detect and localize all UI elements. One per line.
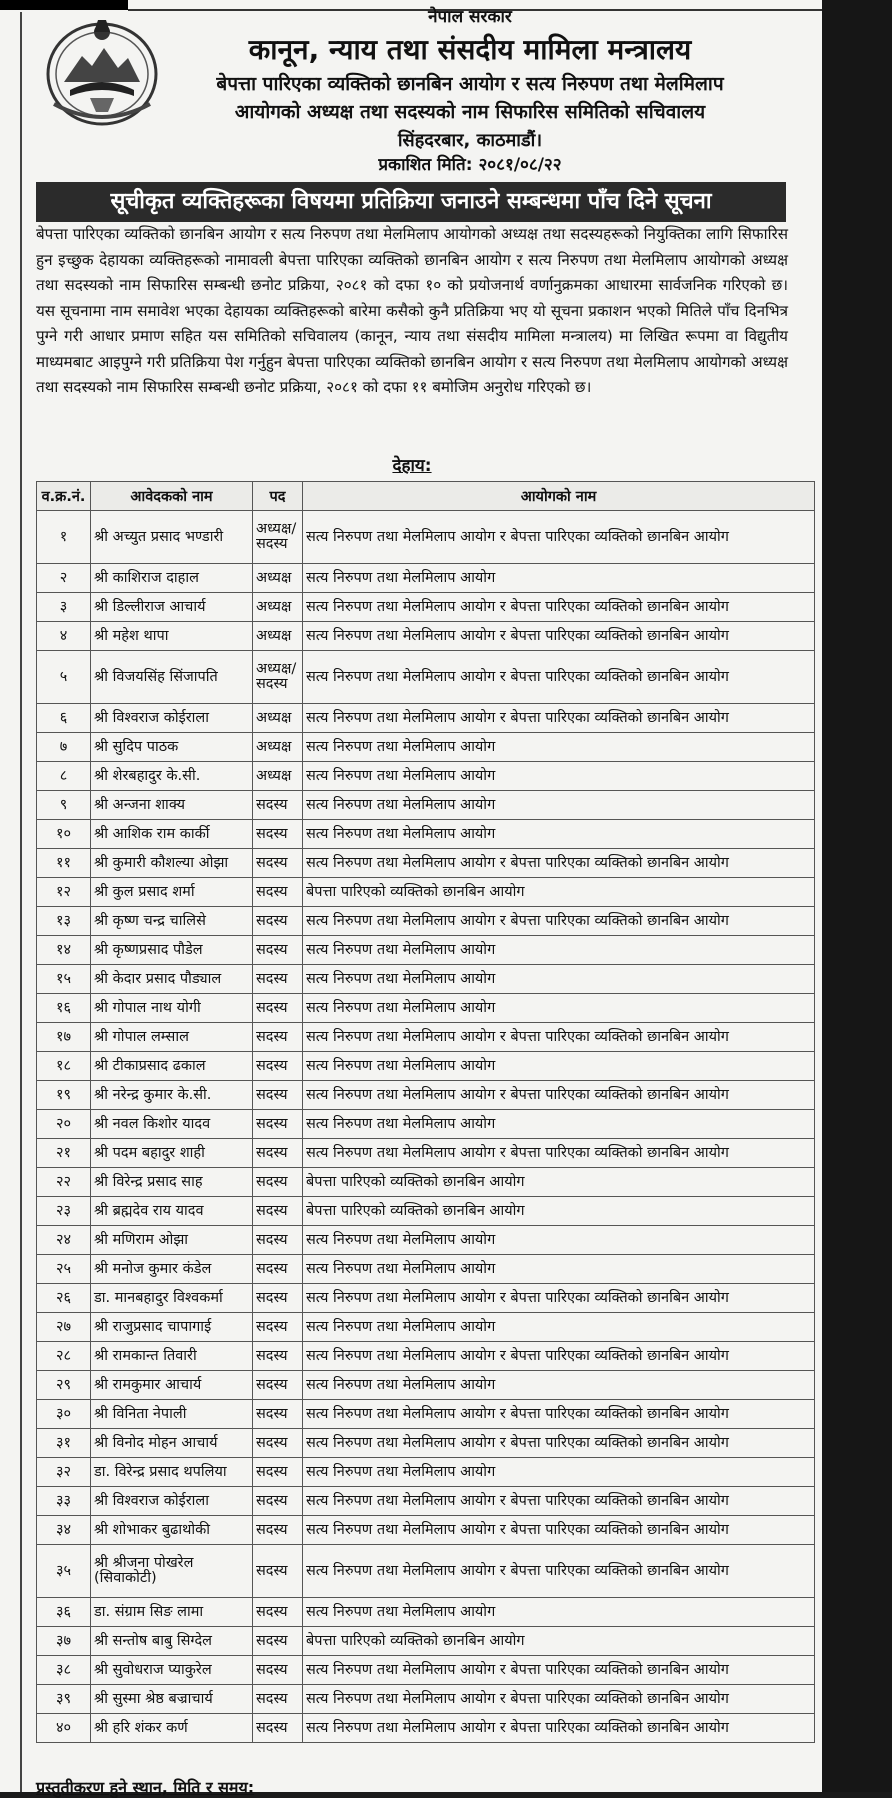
table-row <box>37 1458 815 1487</box>
cell-commission: सत्य निरुपण तथा मेलमिलाप आयोग र बेपत्ता पारिएका व्यक्तिको छानबिन आयोग <box>303 511 815 564</box>
cell-position: सदस्य <box>253 1429 303 1458</box>
table-row <box>37 1023 815 1052</box>
table-row <box>37 849 815 878</box>
cell-sn: ३७ <box>37 1627 91 1656</box>
table-row <box>37 1168 815 1197</box>
cell-name: श्री आशिक राम कार्की <box>91 820 253 849</box>
cell-commission: बेपत्ता पारिएको व्यक्तिको छानबिन आयोग <box>303 1627 815 1656</box>
top-bar <box>0 0 128 10</box>
cell-sn: १८ <box>37 1052 91 1081</box>
table-row <box>37 1226 815 1255</box>
nepal-emblem-icon <box>40 12 164 130</box>
cell-name: श्री अन्जना शाक्य <box>91 791 253 820</box>
cell-position: सदस्य <box>253 1516 303 1545</box>
cell-sn: ३२ <box>37 1458 91 1487</box>
cell-sn: २ <box>37 564 91 593</box>
cell-sn: २९ <box>37 1371 91 1400</box>
cell-commission: सत्य निरुपण तथा मेलमिलाप आयोग <box>303 1255 815 1284</box>
cell-name: श्री शोभाकर बुढाथोकी <box>91 1516 253 1545</box>
table-row <box>37 791 815 820</box>
table-row <box>37 1516 815 1545</box>
header-commission: आयोगको नाम <box>303 482 815 511</box>
header-position: पद <box>253 482 303 511</box>
cell-name: श्री डिल्लीराज आचार्य <box>91 593 253 622</box>
cell-name: डा. विरेन्द्र प्रसाद थपलिया <box>91 1458 253 1487</box>
cell-sn: १३ <box>37 907 91 936</box>
cell-commission: सत्य निरुपण तथा मेलमिलाप आयोग र बेपत्ता पारिएका व्यक्तिको छानबिन आयोग <box>303 1081 815 1110</box>
cell-name: श्री मणिराम ओझा <box>91 1226 253 1255</box>
cell-position: सदस्य <box>253 849 303 878</box>
cell-name: श्री नरेन्द्र कुमार के.सी. <box>91 1081 253 1110</box>
cell-commission: सत्य निरुपण तथा मेलमिलाप आयोग र बेपत्ता पारिएका व्यक्तिको छानबिन आयोग <box>303 1487 815 1516</box>
cell-position: सदस्य <box>253 1284 303 1313</box>
cell-commission: सत्य निरुपण तथा मेलमिलाप आयोग र बेपत्ता पारिएका व्यक्तिको छानबिन आयोग <box>303 1342 815 1371</box>
cell-name: श्री पदम बहादुर शाही <box>91 1139 253 1168</box>
cell-sn: ५ <box>37 651 91 704</box>
cell-sn: ३९ <box>37 1685 91 1714</box>
cell-sn: १६ <box>37 994 91 1023</box>
cell-sn: ११ <box>37 849 91 878</box>
cell-name: श्री रामकुमार आचार्य <box>91 1371 253 1400</box>
notice-body: बेपत्ता पारिएका व्यक्तिको छानबिन आयोग र सत्य निरुपण तथा मेलमिलाप आयोगको अध्यक्ष तथा सदस्यहरूको नियुक्तिका लागि सिफारिस हुन इच्छुक देहायका व्यक्तिहरूको नामावली बेपत्ता पारिएका व्यक्तिको छानबिन आयोग र सत्य निरुपण तथा मेलमिलाप आयोगको अध्यक्ष तथा सदस्यको नाम सिफारिस सम्बन्धी छनोट प्रक्रिया, २०८१ को दफा १० को प्रयोजनार्थ वर्णानुक्रमका आधारमा सार्वजनिक गरिएको छ। यस सूचनामा नाम समावेश भएका देहायका व्यक्तिहरूको बारेमा कसैको कुनै प्रतिक्रिया भए यो सूचना प्रकाशन भएको मितिले पाँच दिनभित्र पुग्ने गरी आधार प्रमाण सहित यस समितिको सचिवालय (कानून, न्याय तथा संसदीय मामिला मन्त्रालय) मा लिखित रूपमा वा विद्युतीय माध्यमबाट आइपुग्ने गरी प्रतिक्रिया पेश गर्नुहुन बेपत्ता पारिएका व्यक्तिको छानबिन आयोग र सत्य निरुपण तथा मेलमिलाप आयोगको अध्यक्ष तथा सदस्यको नाम सिफारिस सम्बन्धी छनोट प्रक्रिया, २०८१ को दफा ११ बमोजिम अनुरोध गरिएको छ। <box>36 225 788 396</box>
cell-name: श्री कृष्णप्रसाद पौडेल <box>91 936 253 965</box>
cell-position: सदस्य <box>253 965 303 994</box>
cell-commission: सत्य निरुपण तथा मेलमिलाप आयोग र बेपत्ता पारिएका व्यक्तिको छानबिन आयोग <box>303 1516 815 1545</box>
cell-commission: सत्य निरुपण तथा मेलमिलाप आयोग <box>303 994 815 1023</box>
cell-sn: १५ <box>37 965 91 994</box>
cell-position: सदस्य <box>253 791 303 820</box>
cell-sn: ३० <box>37 1400 91 1429</box>
cell-commission: सत्य निरुपण तथा मेलमिलाप आयोग र बेपत्ता पारिएका व्यक्तिको छानबिन आयोग <box>303 1685 815 1714</box>
cell-sn: ३५ <box>37 1545 91 1598</box>
cell-name: श्री शेरबहादुर के.सी. <box>91 762 253 791</box>
cell-position: सदस्य <box>253 1371 303 1400</box>
cell-sn: २३ <box>37 1197 91 1226</box>
cell-position: सदस्य <box>253 1400 303 1429</box>
cell-position: सदस्य <box>253 1627 303 1656</box>
table-row <box>37 1400 815 1429</box>
cell-position: सदस्य <box>253 907 303 936</box>
cell-position: सदस्य <box>253 1714 303 1743</box>
header-name: आवेदकको नाम <box>91 482 253 511</box>
cell-commission: सत्य निरुपण तथा मेलमिलाप आयोग <box>303 762 815 791</box>
cell-commission: सत्य निरुपण तथा मेलमिलाप आयोग <box>303 1226 815 1255</box>
cell-sn: ८ <box>37 762 91 791</box>
cell-sn: १९ <box>37 1081 91 1110</box>
cell-commission: सत्य निरुपण तथा मेलमिलाप आयोग र बेपत्ता पारिएका व्यक्तिको छानबिन आयोग <box>303 1023 815 1052</box>
cell-commission: सत्य निरुपण तथा मेलमिलाप आयोग <box>303 1313 815 1342</box>
location: सिंहदरबार, काठमाडौं। <box>397 130 543 151</box>
cell-name: श्री विनिता नेपाली <box>91 1400 253 1429</box>
table-row <box>37 1656 815 1685</box>
table-row <box>37 1685 815 1714</box>
cell-name: श्री विरेन्द्र प्रसाद साह <box>91 1168 253 1197</box>
cell-position: अध्यक्ष <box>253 622 303 651</box>
cell-commission: सत्य निरुपण तथा मेलमिलाप आयोग र बेपत्ता पारिएका व्यक्तिको छानबिन आयोग <box>303 622 815 651</box>
cell-name: श्री सुवोधराज प्याकुरेल <box>91 1656 253 1685</box>
table-row <box>37 1081 815 1110</box>
footer-note: प्रस्तुतीकरण हुने स्थान, मिति र समय: <box>36 1778 255 1797</box>
table-row <box>37 1429 815 1458</box>
table-row <box>37 1371 815 1400</box>
cell-sn: ३१ <box>37 1429 91 1458</box>
cell-position: सदस्य <box>253 1139 303 1168</box>
cell-position: अध्यक्ष/सदस्य <box>253 651 303 704</box>
table-header-row <box>37 482 815 511</box>
cell-position: सदस्य <box>253 936 303 965</box>
cell-name: श्री सुस्मा श्रेष्ठ बज्राचार्य <box>91 1685 253 1714</box>
cell-sn: २१ <box>37 1139 91 1168</box>
cell-commission: सत्य निरुपण तथा मेलमिलाप आयोग <box>303 820 815 849</box>
cell-position: सदस्य <box>253 1487 303 1516</box>
cell-position: सदस्य <box>253 1110 303 1139</box>
cell-position: अध्यक्ष <box>253 593 303 622</box>
table-row <box>37 994 815 1023</box>
cell-position: अध्यक्ष <box>253 733 303 762</box>
cell-position: सदस्य <box>253 1023 303 1052</box>
table-row <box>37 820 815 849</box>
cell-name: श्री सुदिप पाठक <box>91 733 253 762</box>
published-date: प्रकाशित मिति: २०८१/०८/२२ <box>378 155 562 175</box>
table-row <box>37 1545 815 1598</box>
cell-position: सदस्य <box>253 1255 303 1284</box>
cell-sn: १२ <box>37 878 91 907</box>
cell-commission: सत्य निरुपण तथा मेलमिलाप आयोग <box>303 1371 815 1400</box>
ministry-title: कानून, न्याय तथा संसदीय मामिला मन्त्रालय <box>248 33 692 66</box>
cell-name: श्री ब्रह्मदेव राय यादव <box>91 1197 253 1226</box>
cell-sn: २७ <box>37 1313 91 1342</box>
cell-name: श्री कुमारी कौशल्या ओझा <box>91 849 253 878</box>
cell-name: श्री केदार प्रसाद पौड्याल <box>91 965 253 994</box>
table-row <box>37 1714 815 1743</box>
cell-sn: २५ <box>37 1255 91 1284</box>
cell-commission: सत्य निरुपण तथा मेलमिलाप आयोग र बेपत्ता पारिएका व्यक्तिको छानबिन आयोग <box>303 1545 815 1598</box>
table-row <box>37 704 815 733</box>
cell-commission: सत्य निरुपण तथा मेलमिलाप आयोग <box>303 1458 815 1487</box>
table-row <box>37 651 815 704</box>
cell-sn: ३८ <box>37 1656 91 1685</box>
cell-sn: ३४ <box>37 1516 91 1545</box>
cell-name: श्री राजुप्रसाद चापागाई <box>91 1313 253 1342</box>
cell-commission: सत्य निरुपण तथा मेलमिलाप आयोग र बेपत्ता पारिएका व्यक्तिको छानबिन आयोग <box>303 704 815 733</box>
table-row <box>37 1313 815 1342</box>
table-row <box>37 965 815 994</box>
table-row <box>37 1110 815 1139</box>
cell-position: सदस्य <box>253 820 303 849</box>
table-row <box>37 1139 815 1168</box>
background-strip <box>822 0 892 1792</box>
cell-position: सदस्य <box>253 1598 303 1627</box>
cell-commission: बेपत्ता पारिएको व्यक्तिको छानबिन आयोग <box>303 1197 815 1226</box>
cell-sn: ७ <box>37 733 91 762</box>
table-row <box>37 1598 815 1627</box>
cell-name: श्री कृष्ण चन्द्र चालिसे <box>91 907 253 936</box>
cell-sn: १ <box>37 511 91 564</box>
cell-sn: ६ <box>37 704 91 733</box>
cell-position: सदस्य <box>253 1656 303 1685</box>
cell-name: श्री विजयसिंह सिंजापति <box>91 651 253 704</box>
cell-name: श्री रामकान्त तिवारी <box>91 1342 253 1371</box>
cell-position: सदस्य <box>253 1052 303 1081</box>
cell-commission: बेपत्ता पारिएको व्यक्तिको छानबिन आयोग <box>303 1168 815 1197</box>
cell-name: श्री सन्तोष बाबु सिग्देल <box>91 1627 253 1656</box>
cell-commission: सत्य निरुपण तथा मेलमिलाप आयोग र बेपत्ता पारिएका व्यक्तिको छानबिन आयोग <box>303 849 815 878</box>
table-row <box>37 936 815 965</box>
cell-commission: सत्य निरुपण तथा मेलमिलाप आयोग र बेपत्ता पारिएका व्यक्तिको छानबिन आयोग <box>303 1284 815 1313</box>
cell-position: अध्यक्ष/सदस्य <box>253 511 303 564</box>
cell-position: अध्यक्ष <box>253 762 303 791</box>
cell-sn: ९ <box>37 791 91 820</box>
cell-sn: २२ <box>37 1168 91 1197</box>
table-row <box>37 511 815 564</box>
table-row <box>37 593 815 622</box>
table-row <box>37 1284 815 1313</box>
table-row <box>37 733 815 762</box>
table-row <box>37 1627 815 1656</box>
cell-sn: ४ <box>37 622 91 651</box>
cell-commission: सत्य निरुपण तथा मेलमिलाप आयोग <box>303 1052 815 1081</box>
cell-commission: बेपत्ता पारिएको व्यक्तिको छानबिन आयोग <box>303 878 815 907</box>
cell-name: डा. संग्राम सिङ लामा <box>91 1598 253 1627</box>
cell-position: सदस्य <box>253 1081 303 1110</box>
table-row <box>37 1052 815 1081</box>
cell-commission: सत्य निरुपण तथा मेलमिलाप आयोग <box>303 1110 815 1139</box>
cell-name: श्री गोपाल लम्साल <box>91 1023 253 1052</box>
cell-sn: १० <box>37 820 91 849</box>
cell-position: सदस्य <box>253 1226 303 1255</box>
cell-position: सदस्य <box>253 1197 303 1226</box>
cell-commission: सत्य निरुपण तथा मेलमिलाप आयोग र बेपत्ता पारिएका व्यक्तिको छानबिन आयोग <box>303 1714 815 1743</box>
cell-position: अध्यक्ष <box>253 564 303 593</box>
cell-name: श्री गोपाल नाथ योगी <box>91 994 253 1023</box>
cell-name: श्री विश्वराज कोईराला <box>91 704 253 733</box>
cell-sn: २६ <box>37 1284 91 1313</box>
cell-name: श्री टीकाप्रसाद ढकाल <box>91 1052 253 1081</box>
cell-sn: २० <box>37 1110 91 1139</box>
cell-name: श्री हरि शंकर कर्ण <box>91 1714 253 1743</box>
cell-commission: सत्य निरुपण तथा मेलमिलाप आयोग र बेपत्ता पारिएका व्यक्तिको छानबिन आयोग <box>303 593 815 622</box>
cell-commission: सत्य निरुपण तथा मेलमिलाप आयोग <box>303 733 815 762</box>
list-heading: देहाय: <box>392 456 432 476</box>
cell-name: श्री श्रीजना पोखरेल (सिवाकोटी) <box>91 1545 253 1598</box>
cell-commission: सत्य निरुपण तथा मेलमिलाप आयोग र बेपत्ता पारिएका व्यक्तिको छानबिन आयोग <box>303 1656 815 1685</box>
cell-sn: २४ <box>37 1226 91 1255</box>
notice-title-banner: सूचीकृत व्यक्तिहरूका विषयमा प्रतिक्रिया जनाउने सम्बन्धमा पाँच दिने सूचना <box>36 182 786 222</box>
cell-sn: ३६ <box>37 1598 91 1627</box>
cell-position: सदस्य <box>253 1313 303 1342</box>
table-row <box>37 878 815 907</box>
table-row <box>37 1487 815 1516</box>
table-row <box>37 762 815 791</box>
cell-sn: १७ <box>37 1023 91 1052</box>
cell-name: श्री कुल प्रसाद शर्मा <box>91 878 253 907</box>
cell-name: डा. मानबहादुर विश्वकर्मा <box>91 1284 253 1313</box>
cell-commission: सत्य निरुपण तथा मेलमिलाप आयोग <box>303 965 815 994</box>
cell-name: श्री विश्वराज कोईराला <box>91 1487 253 1516</box>
cell-sn: ३३ <box>37 1487 91 1516</box>
candidate-table <box>36 481 815 1743</box>
cell-name: श्री काशिराज दाहाल <box>91 564 253 593</box>
cell-position: सदस्य <box>253 1458 303 1487</box>
header-sn: व.क्र.नं. <box>37 482 91 511</box>
table-row <box>37 1255 815 1284</box>
cell-position: सदस्य <box>253 1168 303 1197</box>
cell-sn: ४० <box>37 1714 91 1743</box>
cell-commission: सत्य निरुपण तथा मेलमिलाप आयोग र बेपत्ता पारिएका व्यक्तिको छानबिन आयोग <box>303 907 815 936</box>
committee-line-1: बेपत्ता पारिएका व्यक्तिको छानबिन आयोग र सत्य निरुपण तथा मेलमिलाप <box>216 73 724 95</box>
cell-position: सदस्य <box>253 878 303 907</box>
table-row <box>37 1197 815 1226</box>
cell-position: सदस्य <box>253 1545 303 1598</box>
government-label: नेपाल सरकार <box>428 7 512 27</box>
cell-position: सदस्य <box>253 994 303 1023</box>
cell-commission: सत्य निरुपण तथा मेलमिलाप आयोग र बेपत्ता पारिएका व्यक्तिको छानबिन आयोग <box>303 651 815 704</box>
cell-commission: सत्य निरुपण तथा मेलमिलाप आयोग <box>303 564 815 593</box>
cell-name: श्री विनोद मोहन आचार्य <box>91 1429 253 1458</box>
cell-position: अध्यक्ष <box>253 704 303 733</box>
table-row <box>37 622 815 651</box>
left-border <box>20 12 22 1792</box>
cell-position: सदस्य <box>253 1342 303 1371</box>
cell-position: सदस्य <box>253 1685 303 1714</box>
cell-name: श्री अच्युत प्रसाद भण्डारी <box>91 511 253 564</box>
cell-commission: सत्य निरुपण तथा मेलमिलाप आयोग र बेपत्ता पारिएका व्यक्तिको छानबिन आयोग <box>303 1400 815 1429</box>
committee-line-2: आयोगको अध्यक्ष तथा सदस्यको नाम सिफारिस समितिको सचिवालय <box>234 101 706 123</box>
cell-commission: सत्य निरुपण तथा मेलमिलाप आयोग र बेपत्ता पारिएका व्यक्तिको छानबिन आयोग <box>303 1139 815 1168</box>
table-row <box>37 907 815 936</box>
cell-name: श्री नवल किशोर यादव <box>91 1110 253 1139</box>
cell-name: श्री महेश थापा <box>91 622 253 651</box>
cell-sn: १४ <box>37 936 91 965</box>
cell-sn: २८ <box>37 1342 91 1371</box>
table-row <box>37 1342 815 1371</box>
cell-commission: सत्य निरुपण तथा मेलमिलाप आयोग र बेपत्ता पारिएका व्यक्तिको छानबिन आयोग <box>303 1429 815 1458</box>
cell-commission: सत्य निरुपण तथा मेलमिलाप आयोग <box>303 1598 815 1627</box>
table-row <box>37 564 815 593</box>
cell-name: श्री मनोज कुमार कंडेल <box>91 1255 253 1284</box>
cell-commission: सत्य निरुपण तथा मेलमिलाप आयोग <box>303 936 815 965</box>
cell-commission: सत्य निरुपण तथा मेलमिलाप आयोग <box>303 791 815 820</box>
cell-sn: ३ <box>37 593 91 622</box>
